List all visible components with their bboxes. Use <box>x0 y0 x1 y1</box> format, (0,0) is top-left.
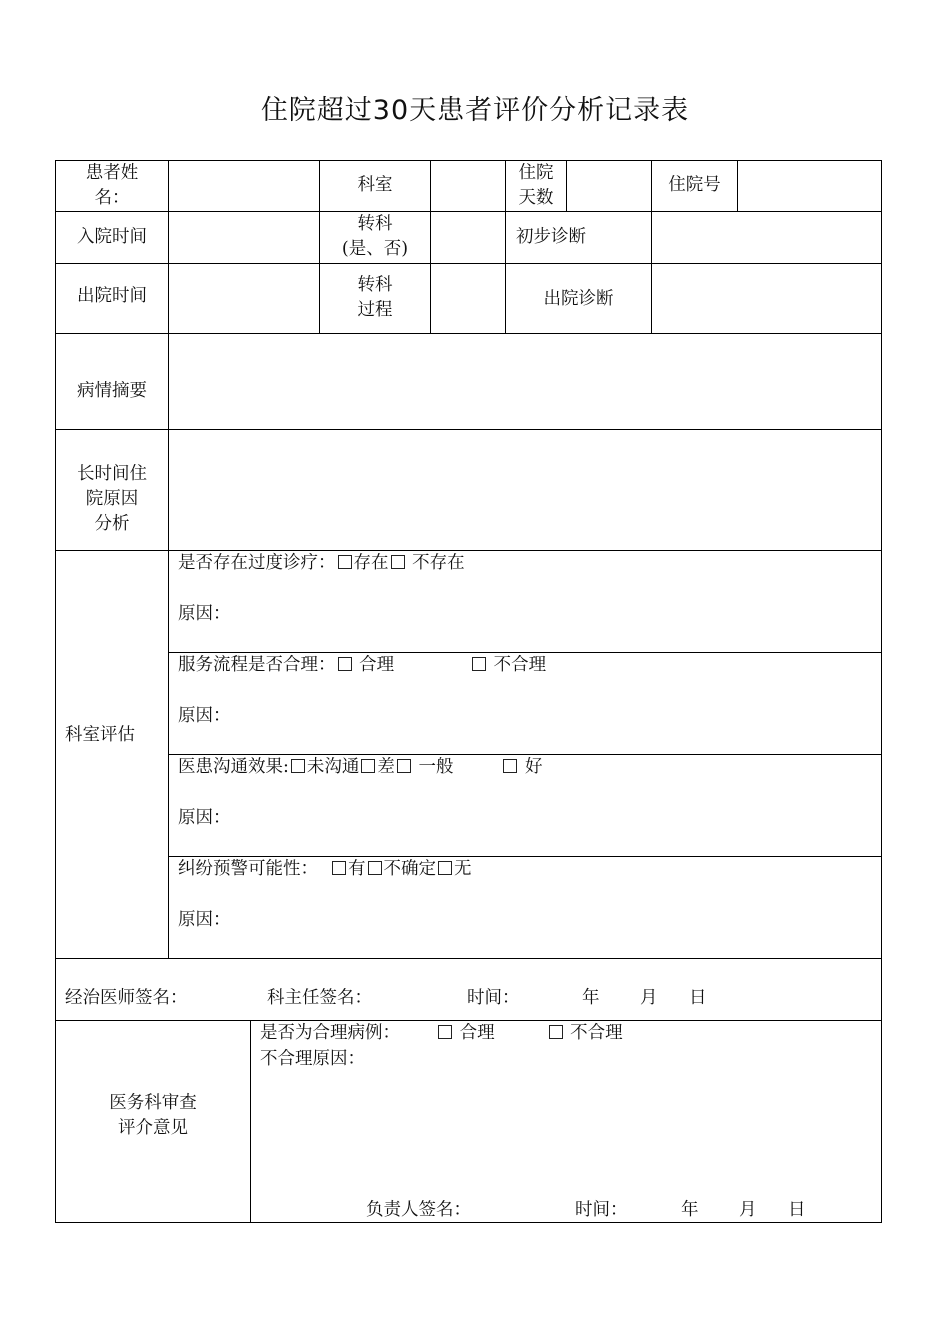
discharge-time-label: 出院时间 <box>77 286 147 306</box>
checkbox-poor[interactable] <box>361 759 375 773</box>
patient-name-field[interactable] <box>169 161 319 211</box>
stay-days-label: 住院 天数 <box>518 163 554 208</box>
preliminary-diagnosis-label: 初步诊断 <box>516 227 586 247</box>
department-field[interactable] <box>431 161 505 211</box>
reason-label: 原因： <box>178 910 231 930</box>
service-process-question: 服务流程是否合理： 合理 不合理 <box>178 655 547 675</box>
checkbox-uncertain[interactable] <box>368 861 382 875</box>
reason-label: 原因： <box>178 706 231 726</box>
checkbox-good[interactable] <box>503 759 517 773</box>
condition-summary-field[interactable] <box>169 334 881 429</box>
table-line <box>55 958 882 959</box>
long-stay-analysis-label: 长时间住 院原因 分析 <box>77 464 147 534</box>
preliminary-diagnosis-field[interactable] <box>652 212 881 263</box>
checkbox-average[interactable] <box>397 759 411 773</box>
review-day-label: 日 <box>788 1200 806 1220</box>
hospital-number-field[interactable] <box>738 161 881 211</box>
page-title: 住院超过30天患者评价分析记录表 <box>260 95 690 126</box>
discharge-diagnosis-field[interactable] <box>652 264 881 333</box>
checkbox-yes[interactable] <box>332 861 346 875</box>
discharge-diagnosis-label: 出院诊断 <box>543 289 614 309</box>
transfer-yes-no-label: 转科 (是、否) <box>341 214 409 259</box>
checkbox-case-unreasonable[interactable] <box>549 1025 563 1039</box>
checkbox-unreasonable[interactable] <box>472 657 486 671</box>
review-time-label: 时间： <box>575 1200 628 1220</box>
sign-day-label: 日 <box>689 988 707 1008</box>
condition-summary-label: 病情摘要 <box>77 381 147 401</box>
checkbox-not-exists[interactable] <box>391 555 405 569</box>
responsible-signature-label: 负责人签名： <box>366 1200 471 1220</box>
discharge-time-field[interactable] <box>169 264 319 333</box>
long-stay-analysis-field[interactable] <box>169 430 881 550</box>
table-line <box>250 1020 251 1222</box>
checkbox-no-communication[interactable] <box>291 759 305 773</box>
unreasonable-reason-field[interactable] <box>260 1075 870 1190</box>
admission-time-label: 入院时间 <box>77 227 147 247</box>
stay-days-field[interactable] <box>567 161 651 211</box>
checkbox-none[interactable] <box>438 861 452 875</box>
overtreatment-question: 是否存在过度诊疗： 存在 不存在 <box>178 553 465 573</box>
patient-name-label: 患者姓 名： <box>85 163 139 208</box>
department-evaluation-label: 科室评估 <box>65 725 135 745</box>
medical-review-label: 医务科审查 评介意见 <box>109 1093 197 1138</box>
transfer-process-field[interactable] <box>431 264 505 333</box>
department-label: 科室 <box>357 175 393 195</box>
admission-time-field[interactable] <box>169 212 319 263</box>
checkbox-exists[interactable] <box>338 555 352 569</box>
transfer-process-label: 转科 过程 <box>357 275 393 320</box>
attending-doctor-signature-label: 经治医师签名： <box>65 988 188 1008</box>
transfer-yes-no-field[interactable] <box>431 212 505 263</box>
table-border-left <box>55 160 56 1223</box>
checkbox-case-reasonable[interactable] <box>438 1025 452 1039</box>
sign-year-label: 年 <box>582 988 600 1008</box>
department-director-signature-label: 科主任签名： <box>267 988 372 1008</box>
review-year-label: 年 <box>681 1200 699 1220</box>
sign-time-label: 时间： <box>467 988 520 1008</box>
dispute-warning-question: 纠纷预警可能性： 有 不确定 无 <box>178 859 472 879</box>
hospital-number-label: 住院号 <box>668 175 721 195</box>
unreasonable-reason-label: 不合理原因： <box>260 1049 365 1069</box>
sign-month-label: 月 <box>640 988 658 1008</box>
review-month-label: 月 <box>739 1200 757 1220</box>
reason-label: 原因： <box>178 808 231 828</box>
checkbox-reasonable[interactable] <box>338 657 352 671</box>
reason-label: 原因： <box>178 604 231 624</box>
reasonable-case-question: 是否为合理病例： 合理 不合理 <box>260 1023 623 1043</box>
communication-question: 医患沟通效果: 未沟通 差 一般 好 <box>178 757 543 777</box>
table-border-right <box>881 160 882 1223</box>
